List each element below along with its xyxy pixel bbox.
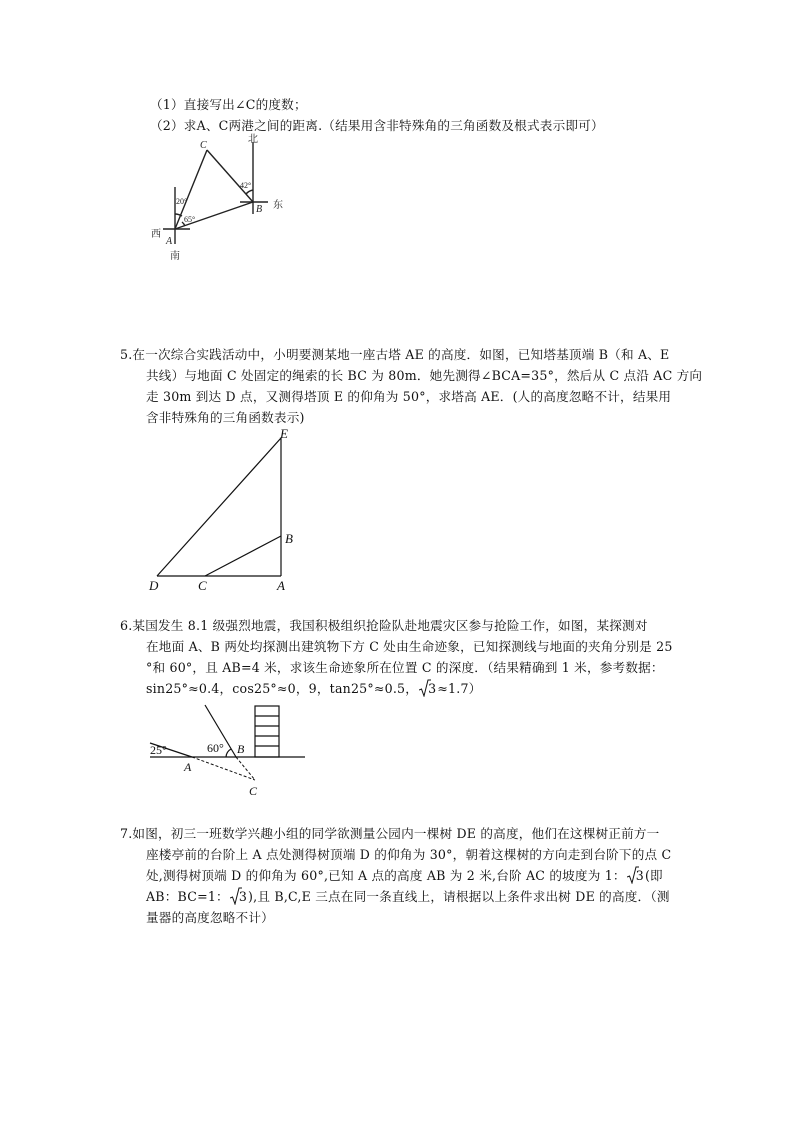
q5-figure bbox=[140, 425, 310, 595]
q6-angle-25: 25° bbox=[150, 743, 167, 757]
q5-line4: 含非特殊角的三角函数表示) bbox=[146, 410, 305, 425]
q5-label-d: D bbox=[149, 578, 159, 593]
q6-figure bbox=[140, 700, 310, 800]
q6-line2: 在地面 A、B 两处均探测出建筑物下方 C 处由生命迹象，已知探测线与地面的夹角分别是 25 bbox=[146, 639, 673, 654]
q7-sqrt-1: 3 bbox=[627, 868, 644, 884]
q4-angle-42: 42° bbox=[240, 181, 252, 190]
q4-label-a: A bbox=[166, 236, 173, 247]
q7-line3-text: 处,测得树顶端 D 的仰角为 60°,已知 A 点的高度 AB 为 2 米,台阶 AC 的坡度为 1： bbox=[146, 868, 626, 883]
q4-label-c: C bbox=[200, 140, 207, 151]
q7-line4 bbox=[146, 889, 670, 905]
q4-angle-20: 20° bbox=[176, 197, 188, 206]
q7-line4-text: AB：BC=1： bbox=[146, 889, 229, 904]
q7-line4-end: ),且 B,C,E 三点在同一条直线上，请根据以上条件求出树 DE 的高度．（测 bbox=[248, 889, 670, 904]
q7-line1: 7.如图，初三一班数学兴趣小组的同学欲测量公园内一棵树 DE 的高度，他们在这棵树正前方一 bbox=[120, 826, 660, 841]
q6-sqrt: 3 bbox=[419, 681, 436, 697]
q4-part1: （1）直接写出∠C的度数； bbox=[150, 97, 307, 112]
q5-line2: 共线）与地面 C 处固定的绳索的长 BC 为 80m．她先测得∠BCA=35°，然后从 C 点沿 AC 方向 bbox=[146, 368, 703, 383]
q5-label-c: C bbox=[198, 578, 207, 593]
q5-line1: 5.在一次综合实践活动中，小明要测某地一座古塔 AE 的高度．如图，已知塔基顶端 B（和 A、E bbox=[120, 347, 670, 362]
q4-label-north: 北 bbox=[248, 134, 258, 145]
q5-label-e: E bbox=[280, 426, 288, 441]
q7-line2: 座楼亭前的台阶上 A 点处测得树顶端 D 的仰角为 30°，朝着这棵树的方向走到台阶下的点 C bbox=[146, 847, 672, 862]
q6-line1: 6.某国发生 8.1 级强烈地震，我国积极组织抢险队赴地震灾区参与抢险工作，如图，某探测对 bbox=[120, 618, 648, 633]
q6-line4 bbox=[146, 681, 481, 697]
q4-part2: （2）求A、C两港之间的距离.（结果用含非特殊角的三角函数及根式表示即可） bbox=[150, 118, 604, 133]
q7-line3 bbox=[146, 868, 663, 884]
q4-label-west: 西 bbox=[151, 229, 161, 240]
q6-label-b: B bbox=[237, 742, 245, 756]
q6-ref-data: sin25°≈0.4，cos25°≈0，9，tan25°≈0.5， bbox=[146, 681, 419, 696]
q5-label-b: B bbox=[285, 531, 293, 546]
q5-line3: 走 30m 到达 D 点，又测得塔顶 E 的仰角为 50°，求塔高 AE．(人的高度忽略不计，结果用 bbox=[146, 389, 672, 404]
q4-figure bbox=[151, 132, 300, 267]
q5-label-a: A bbox=[277, 578, 285, 593]
q6-ref-data-end: ≈1.7） bbox=[437, 681, 482, 696]
q7-line3-end: (即 bbox=[644, 868, 663, 883]
q6-label-c: C bbox=[249, 784, 258, 798]
q4-angle-65: 65° bbox=[184, 215, 196, 224]
q4-label-east: 东 bbox=[273, 200, 283, 211]
q4-label-b: B bbox=[256, 204, 263, 215]
q7-line5: 量器的高度忽略不计） bbox=[146, 910, 274, 925]
q6-label-a: A bbox=[184, 760, 192, 774]
q6-angle-60: 60° bbox=[207, 741, 224, 755]
q6-line3: °和 60°，且 AB=4 米，求该生命迹象所在位置 C 的深度．（结果精确到 1 米，参考数据： bbox=[146, 660, 664, 675]
q4-label-south: 南 bbox=[170, 251, 180, 262]
q7-sqrt-2: 3 bbox=[230, 889, 247, 905]
